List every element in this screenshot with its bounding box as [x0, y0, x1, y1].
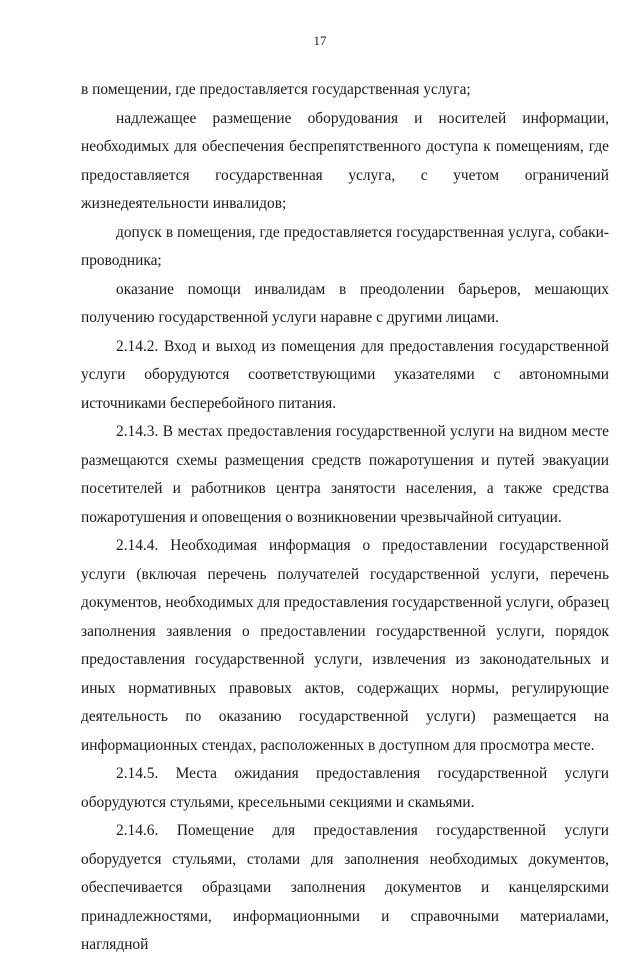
paragraph-guide-dog-access: допуск в помещения, где предоставляется государственная услуга, собаки-проводника; — [81, 223, 609, 269]
page-number: 17 — [313, 33, 327, 48]
paragraph-2-14-3: 2.14.3. В местах предоставления государственной услуги на видном месте размещаются схемы размещения средств пожаротушения и путей эвакуации посетителей и работников центра занятости населения, а также средства пожаротушения и оповещения о возникновении чрезвычайной ситуации. — [81, 423, 609, 526]
paragraph-2-14-6: 2.14.6. Помещение для предоставления государственной услуги оборудуется стульями, столами для заполнения необходимых документов, обеспечивается образцами заполнения документов и канцелярскими принадлежностями, информационными и справочными материалами, наглядной — [81, 822, 609, 953]
paragraph-equipment-placement: надлежащее размещение оборудования и носителей информации, необходимых для обеспечения беспрепятственного доступа к помещениям, где предоставляется государственная услуга, с учетом ограничений жизнедеятельности инвалидов; — [81, 109, 609, 212]
paragraph-2-14-5: 2.14.5. Места ожидания предоставления государственной услуги оборудуются стульями, кресельными секциями и скамьями. — [81, 765, 609, 811]
paragraph-2-14-2: 2.14.2. Вход и выход из помещения для предоставления государственной услуги оборудуются соответствующими указателями с автономными источниками бесперебойного питания. — [81, 337, 609, 412]
paragraph-continuation: в помещении, где предоставляется государственная услуга; — [81, 81, 471, 98]
paragraph-2-14-4: 2.14.4. Необходимая информация о предоставлении государственной услуги (включая перечень получателей государственной услуги, перечень документов, необходимых для предоставления государственной услуги, образец заполнения заявления о предоставлении государственной услуги, порядок предоставления государственной услуги, извлечения из законодательных и иных нормативных правовых актов, содержащих нормы, регулирующие деятельность по оказанию государственной услуги) размещается на информационных стендах, расположенных в доступном для просмотра месте. — [81, 537, 609, 754]
document-body — [81, 76, 609, 960]
paragraph-barrier-assistance: оказание помощи инвалидам в преодолении барьеров, мешающих получению государственной услуги наравне с другими лицами. — [81, 280, 609, 326]
